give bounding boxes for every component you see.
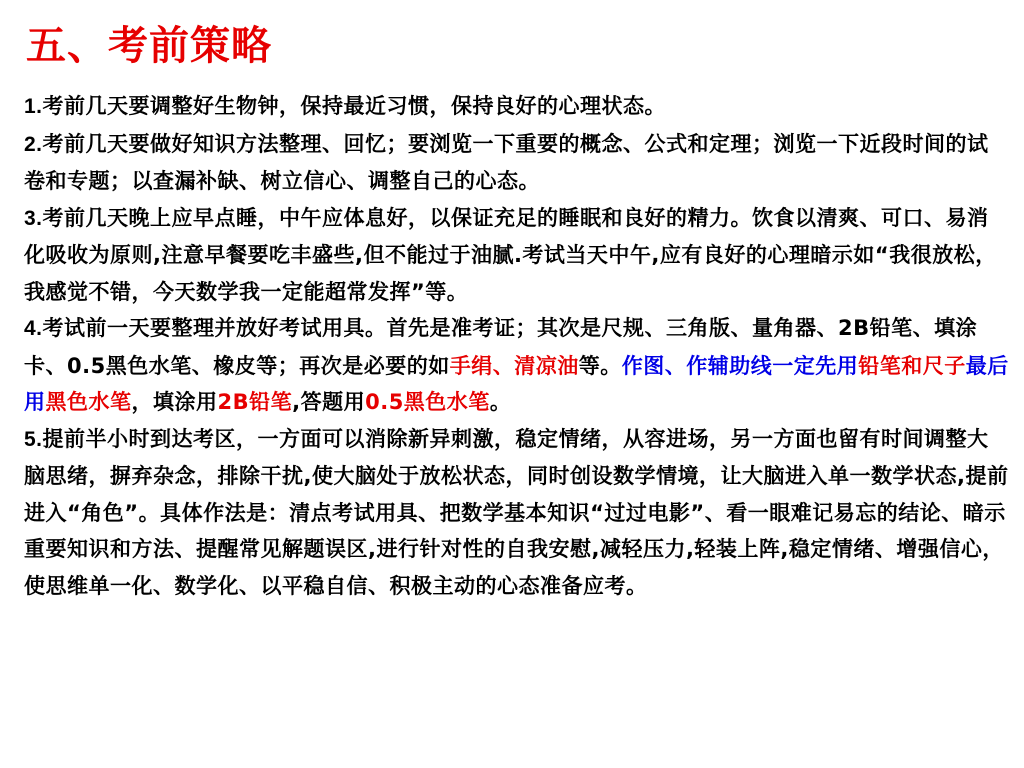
item-text: 考前几天要调整好生物钟，保持最近习惯，保持良好的心理状态。 [42, 94, 667, 118]
item-text: ,答题用 [292, 390, 366, 414]
item-text: 等。 [578, 353, 622, 378]
highlight-red: 手绢、清凉油 [449, 353, 579, 378]
list-item [24, 310, 1009, 421]
item-number: 2. [24, 132, 43, 156]
item-text: 考前几天晚上应早点睡，中午应体息好，以保证充足的睡眠和良好的精力。饮食以清爽、可口、易消化吸收为原则,注意早餐要吃丰盛些,但不能过于油腻.考试当天中午,应有良好的心理暗示如“我很放松，我感觉不错，今天数学我一定能超常发挥”等。 [24, 205, 997, 304]
highlight-red: 黑色水笔 [45, 390, 132, 414]
item-number: 5. [24, 427, 43, 451]
item-text: ，填涂用 [131, 390, 218, 414]
highlight-blue: 作图、作辅助线一定先用 [621, 353, 859, 378]
list-item [24, 126, 1009, 200]
item-text: 考试前一天要整理并放好考试用具。首先是准考证；其次是尺规、三角版、量角器、2B铅笔、填涂卡、0.5黑色水笔、橡皮等；再次是必要的如 [24, 316, 978, 378]
highlight-red: 铅笔和尺子 [858, 353, 966, 378]
item-text: 考前几天要做好知识方法整理、回忆；要浏览一下重要的概念、公式和定理；浏览一下近段时间的试卷和专题；以查漏补缺、树立信心、调整自己的心态。 [24, 131, 989, 193]
list-item [24, 88, 1009, 126]
list-item [24, 200, 1009, 311]
page-title: 五、考前策略 [26, 22, 272, 69]
item-number: 4. [24, 317, 43, 340]
item-number: 1. [24, 95, 43, 118]
item-text: 提前半小时到达考区，一方面可以消除新异刺激，稳定情绪，从容进场，另一方面也留有时间调整大脑思绪，摒弃杂念，排除干扰,使大脑处于放松状态，同时创设数学情境，让大脑进入单一数学状态,提前进入“角色”。具体作法是：清点考试用具、把数学基本知识“过过电影”、看一眼难记易忘的结论、暗示重要知识和方法、提醒常见解题误区,进行针对性的自我安慰,减轻压力,轻装上阵,稳定情绪、增强信心，使思维单一化、数学化、以平稳自信、积极主动的心态准备应考。 [24, 426, 1009, 598]
highlight-red: 0.5黑色水笔 [365, 390, 490, 414]
strategy-list [24, 88, 1009, 604]
list-item [24, 421, 1009, 605]
item-number: 3. [24, 206, 43, 230]
highlight-blue: 最后用 [24, 353, 1009, 414]
highlight-red: 2B铅笔 [217, 390, 293, 414]
item-text: 。 [489, 390, 512, 414]
